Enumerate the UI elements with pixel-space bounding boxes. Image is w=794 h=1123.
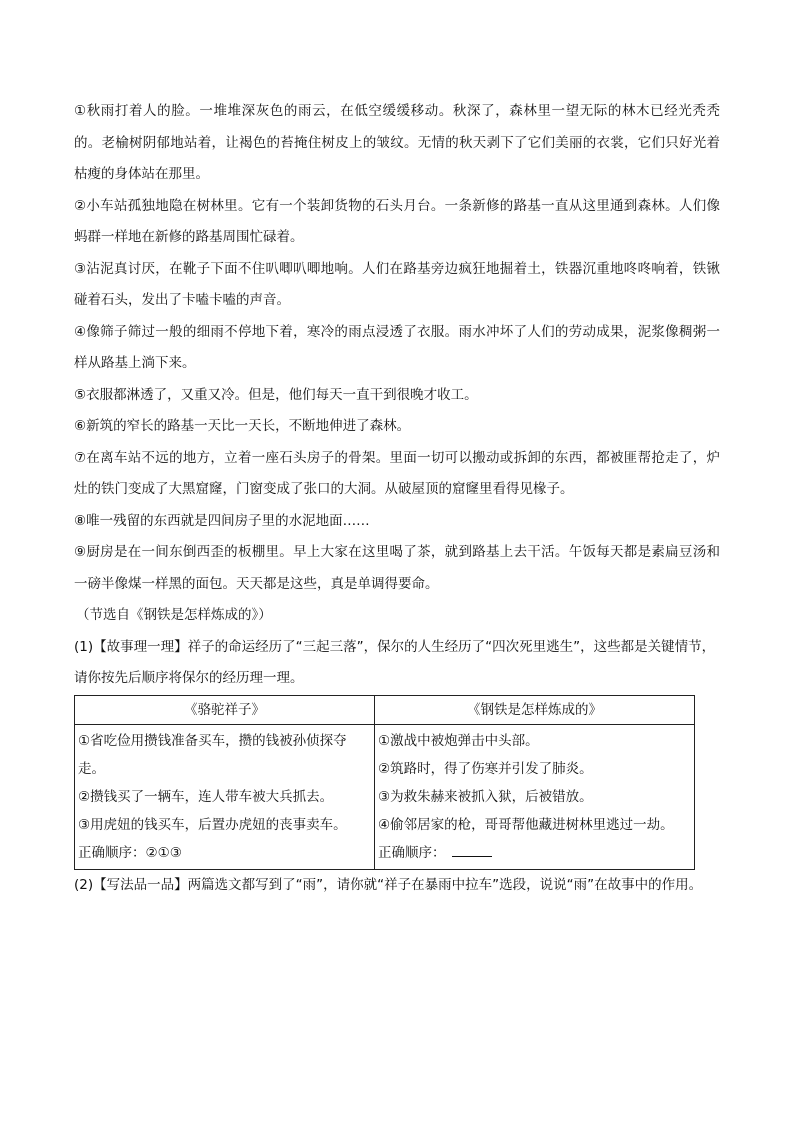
passage-paragraph-8: ⑧唯一残留的东西就是四间房子里的水泥地面…… — [74, 512, 370, 529]
comparison-table — [74, 695, 695, 870]
document-content — [74, 96, 720, 901]
passage-paragraph-3: ③沾泥真讨厌，在靴子下面不住叭唧叭唧地响。人们在路基旁边疯狂地掘着土，铁器沉重地咚咚响着，铁锹碰着石头，发出了卡嗑卡嗑的声音。 — [74, 260, 720, 308]
passage-paragraph-5: ⑤衣服都淋透了，又重又冷。但是，他们每天一直干到很晚才收工。 — [74, 386, 478, 403]
passage-paragraph-7: ⑦在离车站不远的地方，立着一座石头房子的骨架。里面一切可以搬动或拆卸的东西，都被匪帮抢走了，炉灶的铁门变成了大黑窟窿，门窗变成了张口的大洞。从破屋顶的窟窿里看得见椽子。 — [74, 449, 720, 497]
table-header-row — [75, 695, 695, 724]
passage-paragraph-1: ①秋雨打着人的脸。一堆堆深灰色的雨云，在低空缓缓移动。秋深了，森林里一望无际的林木已经光秃秃的。老榆树阴郁地站着，让褐色的苔掩住树皮上的皱纹。无情的秋天剥下了它们美丽的衣裳，它们只好光着枯瘦的身体站在那里。 — [74, 103, 720, 182]
right-order-label: 正确顺序： — [378, 844, 446, 861]
right-event-4: ④偷邻居家的枪，哥哥帮他藏进树林里逃过一劫。 — [378, 816, 674, 833]
question-1: (1)【故事理一理】祥子的命运经历了“三起三落”，保尔的人生经历了“四次死里逃生”，这些都是关键情节，请你按先后顺序将保尔的经历理一理。 — [74, 638, 716, 686]
right-event-3: ③为救朱赫来被抓入狱，后被错放。 — [378, 788, 593, 805]
left-event-2: ②攒钱买了一辆车，连人带车被大兵抓去。 — [78, 788, 334, 805]
table-header-right: 《钢铁是怎样炼成的》 — [375, 695, 695, 724]
answer-blank[interactable] — [452, 842, 492, 857]
left-order: 正确顺序：②①③ — [78, 844, 182, 861]
left-event-1: ①省吃俭用攒钱准备买车，攒的钱被孙侦探夺走。 — [78, 732, 347, 777]
right-event-2: ②筑路时，得了伤寒并引发了肺炎。 — [378, 760, 593, 777]
question-2: (2)【写法品一品】两篇选文都写到了“雨”，请你就“祥子在暴雨中拉车”选段，说说“雨”在故事中的作用。 — [74, 876, 703, 893]
passage-paragraph-2: ②小车站孤独地隐在树林里。它有一个装卸货物的石头月台。一条新修的路基一直从这里通到森林。人们像蚂群一样地在新修的路基周围忙碌着。 — [74, 197, 720, 245]
right-order-line — [378, 839, 691, 867]
right-event-1: ①激战中被炮弹击中头部。 — [378, 732, 539, 749]
table-row — [75, 724, 695, 869]
table-header-left: 《骆驼祥子》 — [75, 695, 375, 724]
right-events-cell — [375, 724, 695, 869]
passage-paragraph-6: ⑥新筑的窄长的路基一天比一天长，不断地伸进了森林。 — [74, 418, 411, 434]
left-events-cell — [75, 724, 375, 869]
passage-paragraph-4: ④像筛子筛过一般的细雨不停地下着，寒冷的雨点浸透了衣服。雨水冲坏了人们的劳动成果，泥浆像稠粥一样从路基上淌下来。 — [74, 323, 720, 371]
passage-source: （节选自《钢铁是怎样炼成的》） — [76, 607, 272, 623]
left-event-3: ③用虎妞的钱买车，后置办虎妞的丧事卖车。 — [78, 816, 347, 833]
passage-paragraph-9: ⑨厨房是在一间东倒西歪的板棚里。早上大家在这里喝了茶，就到路基上去干活。午饭每天都是素扁豆汤和一磅半像煤一样黑的面包。天天都是这些，真是单调得要命。 — [74, 544, 720, 592]
